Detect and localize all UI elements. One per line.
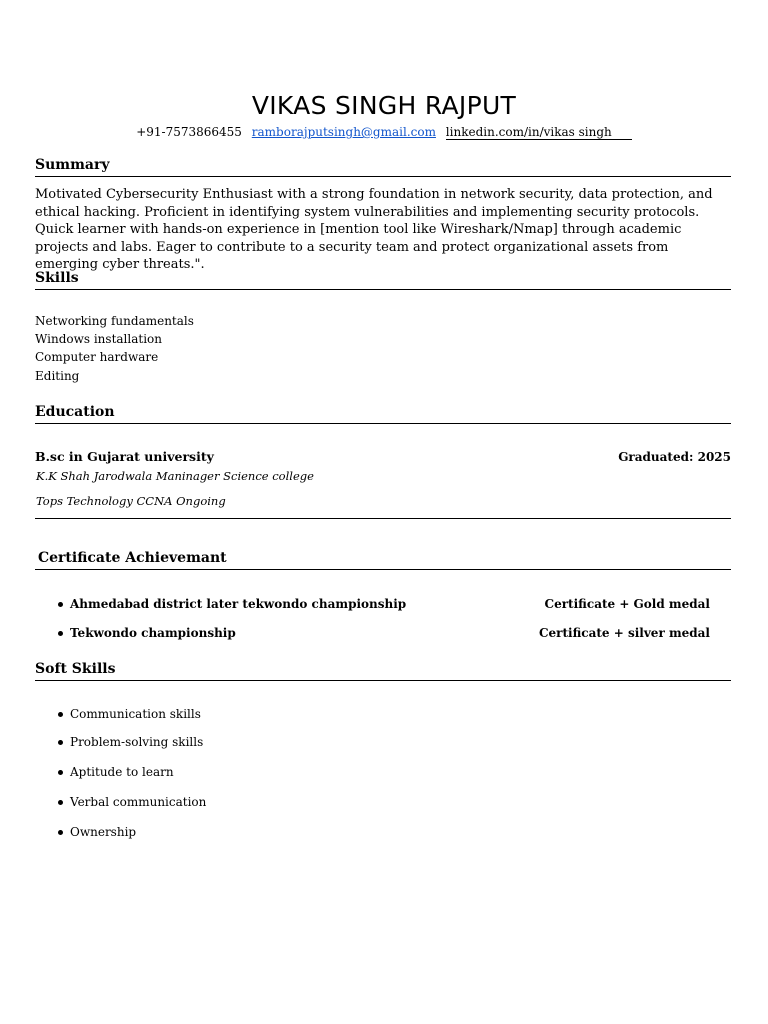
education-college: K.K Shah Jarodwala Maninager Science college — [36, 469, 314, 483]
skill-item: Windows installation — [35, 332, 162, 346]
bullet-icon — [58, 770, 63, 775]
certificate-name: Tekwondo championship — [70, 626, 236, 640]
soft-skill-item: Aptitude to learn — [70, 765, 174, 779]
graduation-date: Graduated: 2025 — [618, 450, 731, 464]
soft-skill-item: Verbal communication — [70, 795, 207, 809]
summary-heading: Summary — [35, 157, 731, 177]
bullet-icon — [58, 602, 63, 607]
education-heading: Education — [35, 404, 731, 424]
section-divider — [35, 518, 731, 519]
soft-skill-item: Ownership — [70, 825, 137, 839]
bullet-icon — [58, 712, 63, 717]
skills-heading: Skills — [35, 270, 731, 290]
contact-line — [0, 125, 768, 140]
email-link[interactable]: ramborajputsingh@gmail.com — [251, 125, 436, 139]
skill-item: Computer hardware — [35, 350, 159, 364]
soft-skills-heading: Soft Skills — [35, 661, 731, 681]
bullet-icon — [58, 740, 63, 745]
bullet-icon — [58, 800, 63, 805]
certificate-name: Ahmedabad district later tekwondo championship — [70, 597, 407, 611]
skill-item: Editing — [35, 369, 80, 383]
summary-text: Motivated Cybersecurity Enthusiast with a strong foundation in network security, data protection, and ethical hacking. Proficient in identifying system vulnerabilities and implementing security protocols. Quick learner with hands-on experience in [mention tool like Wireshark/Nmap] through academic projects and labs. Eager to contribute to a security team and protect organizational assets from emerging cyber threats.". — [35, 187, 713, 272]
linkedin-link[interactable]: linkedin.com/in/vikas singh — [446, 125, 632, 140]
certificates-heading: Certificate Achievemant — [35, 550, 731, 570]
skill-item: Networking fundamentals — [35, 314, 194, 328]
soft-skill-item: Problem-solving skills — [70, 735, 204, 749]
education-degree: B.sc in Gujarat university — [35, 449, 214, 464]
phone-number: +91-7573866455 — [136, 125, 242, 139]
bullet-icon — [58, 631, 63, 636]
education-course: Tops Technology CCNA Ongoing — [36, 494, 226, 508]
bullet-icon — [58, 830, 63, 835]
resume-name: VIKAS SINGH RAJPUT — [251, 91, 517, 120]
certificate-award: Certificate + Gold medal — [544, 597, 710, 611]
certificate-award: Certificate + silver medal — [538, 626, 710, 640]
soft-skill-item: Communication skills — [70, 707, 201, 721]
